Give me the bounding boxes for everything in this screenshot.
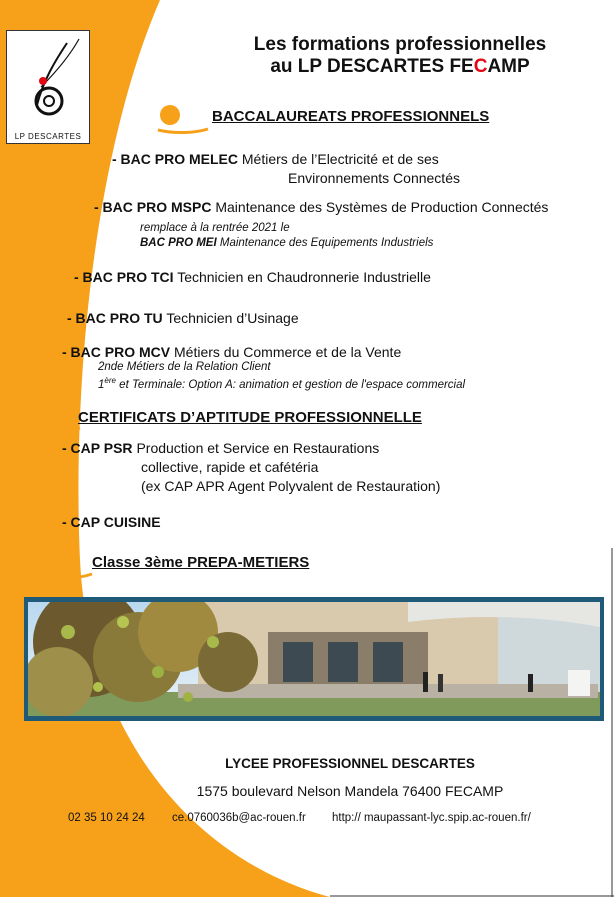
- cap-psr-line: [62, 440, 379, 456]
- cap-psr-code: - CAP PSR: [62, 440, 133, 456]
- bac-mcv-note2: [98, 376, 465, 391]
- bac-tu-code: - BAC PRO TU: [67, 310, 163, 326]
- title-suffix: AMP: [487, 56, 530, 77]
- section-heading-cap: CERTIFICATS D’APTITUDE PROFESSIONNELLE: [78, 409, 422, 426]
- bac-mspc-code: - BAC PRO MSPC: [94, 199, 212, 215]
- school-photo-frame: [24, 597, 604, 721]
- bac-mcv-code: - BAC PRO MCV: [62, 344, 171, 360]
- bac-mcv-desc: Métiers du Commerce et de la Vente: [174, 344, 402, 360]
- bac-mcv-note2-sup: ère: [104, 376, 116, 385]
- footer-website[interactable]: http:// maupassant-lyc.spip.ac-rouen.fr/: [332, 812, 531, 824]
- bac-tu-line: [67, 310, 299, 326]
- bac-mspc-line: [94, 199, 548, 215]
- section-heading-prepa: Classe 3ème PREPA-METIERS: [92, 554, 310, 571]
- section-heading-bac: BACCALAUREATS PROFESSIONNELS: [212, 108, 490, 125]
- bac-mcv-note1: 2nde Métiers de la Relation Client: [98, 361, 271, 373]
- bac-tci-code: - BAC PRO TCI: [74, 269, 174, 285]
- cap-cuisine-line: - CAP CUISINE: [62, 514, 161, 530]
- bac-mcv-note2-pre: 1: [98, 378, 105, 391]
- bac-tci-desc: Technicien en Chaudronnerie Industrielle: [177, 269, 431, 285]
- bac-melec-code: - BAC PRO MELEC: [112, 151, 238, 167]
- bac-mspc-desc: Maintenance des Systèmes de Production Connectés: [215, 199, 549, 215]
- bac-mspc-note2: [140, 237, 433, 249]
- cap-psr-desc3: (ex CAP APR Agent Polyvalent de Restauration): [141, 478, 441, 494]
- cap-psr-desc2: collective, rapide et cafétéria: [141, 459, 319, 475]
- logo-caption: LP DESCARTES: [14, 132, 82, 141]
- bac-tci-line: [74, 269, 431, 285]
- school-photo-image: [28, 602, 600, 716]
- title-prefix: au LP DESCARTES FE: [270, 56, 474, 77]
- bac-tu-desc: Technicien d’Usinage: [166, 310, 299, 326]
- footer-phone: 02 35 10 24 24: [68, 812, 145, 824]
- page-title-line2: [200, 56, 600, 78]
- bac-melec-desc1: Métiers de l’Electricité et de ses: [241, 151, 439, 167]
- footer-school-name: LYCEE PROFESSIONNEL DESCARTES: [225, 756, 475, 771]
- bullet-bac-icon: [150, 100, 220, 140]
- bac-mcv-note2-rest: et Terminale: Option A: animation et gestion de l'espace commercial: [119, 378, 466, 391]
- bac-mei-code: BAC PRO MEI: [140, 237, 217, 249]
- bac-mcv-line: [62, 344, 401, 360]
- cap-psr-desc1: Production et Service en Restaurations: [136, 440, 380, 456]
- title-highlight: C: [473, 56, 488, 77]
- school-logo: [6, 30, 90, 144]
- bac-mei-desc: Maintenance des Equipements Industriels: [219, 237, 434, 249]
- footer-address: 1575 boulevard Nelson Mandela 76400 FECAMP: [196, 783, 504, 799]
- bac-melec-line: [112, 151, 439, 167]
- logo-mark-icon: [7, 31, 89, 127]
- page-title-line1: Les formations professionnelles: [253, 34, 547, 55]
- footer-email[interactable]: ce.0760036b@ac-rouen.fr: [172, 812, 306, 824]
- bac-melec-desc2: Environnements Connectés: [288, 170, 460, 186]
- bac-mspc-note1: remplace à la rentrée 2021 le: [140, 222, 290, 234]
